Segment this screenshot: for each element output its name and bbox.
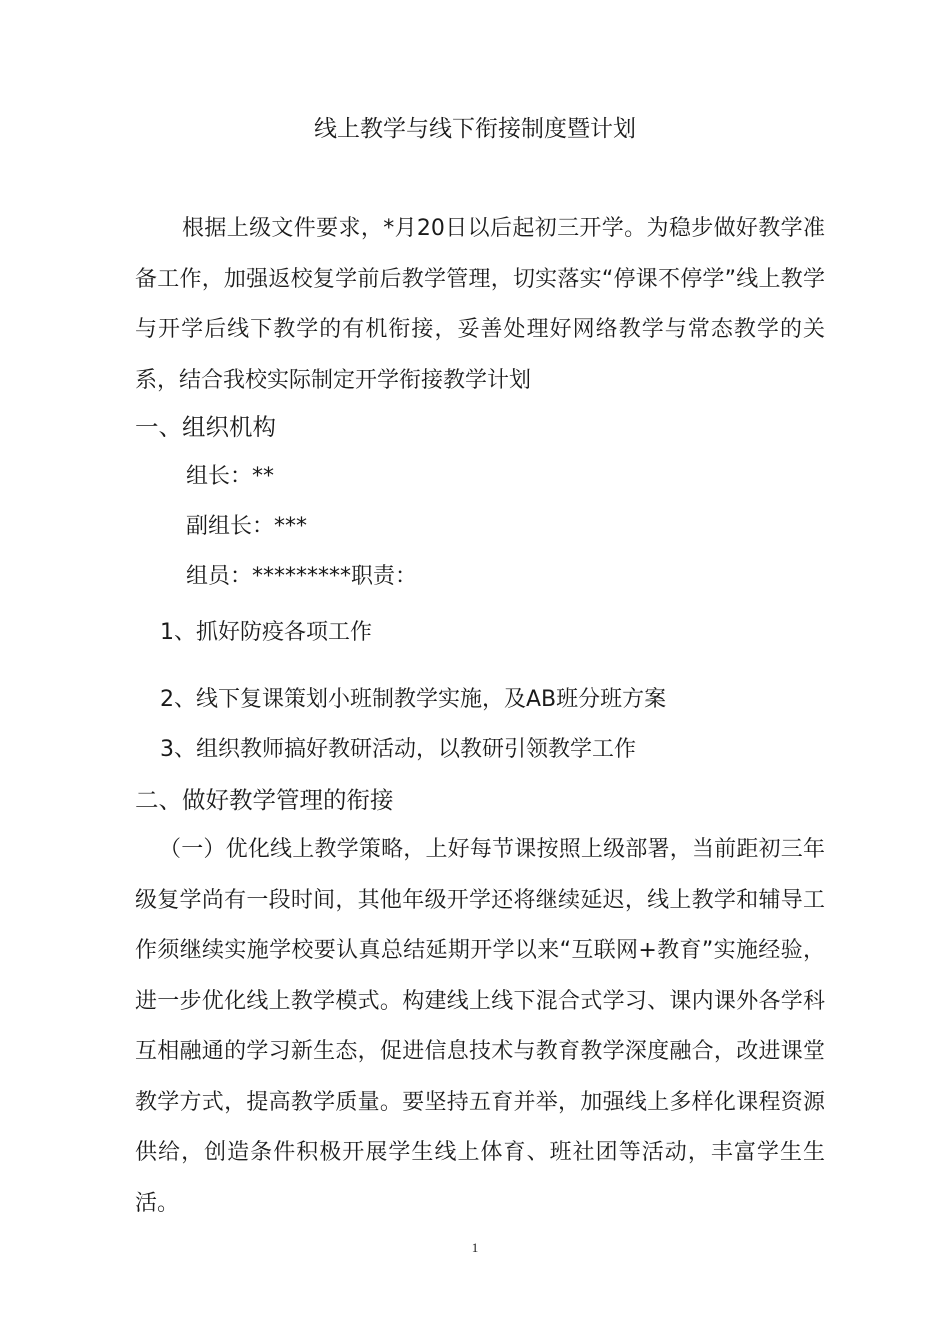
- section2-paragraph: （一）优化线上教学策略，上好每节课按照上级部署，当前距初三年级复学尚有一段时间，其他年级开学还将继续延迟，线上教学和辅导工作须继续实施学校要认真总结延期开学以来“互联网+教育”实施经验，进一步优化线上教学模式。构建线上线下混合式学习、课内课外各学科互相融通的学习新生态，促进信息技术与教育教学深度融合，改进课堂教学方式，提高教学质量。要坚持五育并举，加强线上多样化课程资源供给，创造条件积极开展学生线上体育、班社团等活动，丰富学生生活。: [135, 837, 825, 1216]
- leader-line: 组长：**: [186, 464, 275, 489]
- duty-item-1: 1、抓好防疫各项工作: [160, 620, 372, 645]
- section-heading-teaching-management: 二、做好教学管理的衔接: [135, 786, 394, 814]
- page-number: 1: [471, 1240, 479, 1255]
- members-line: 组员：*********职责：: [186, 564, 418, 589]
- deputy-leader-line: 副组长：***: [186, 514, 308, 539]
- section-heading-organization: 一、组织机构: [135, 413, 276, 441]
- duty-item-2: 2、线下复课策划小班制教学实施，及AB班分班方案: [160, 687, 667, 712]
- duty-item-3: 3、组织教师搞好教研活动，以教研引领教学工作: [160, 737, 636, 762]
- document-title: 线上教学与线下衔接制度暨计划: [314, 116, 636, 142]
- intro-paragraph: 根据上级文件要求，*月20日以后起初三开学。为稳步做好教学准备工作，加强返校复学前后教学管理，切实落实“停课不停学”线上教学与开学后线下教学的有机衔接，妥善处理好网络教学与常态教学的关系，结合我校实际制定开学衔接教学计划: [135, 216, 825, 393]
